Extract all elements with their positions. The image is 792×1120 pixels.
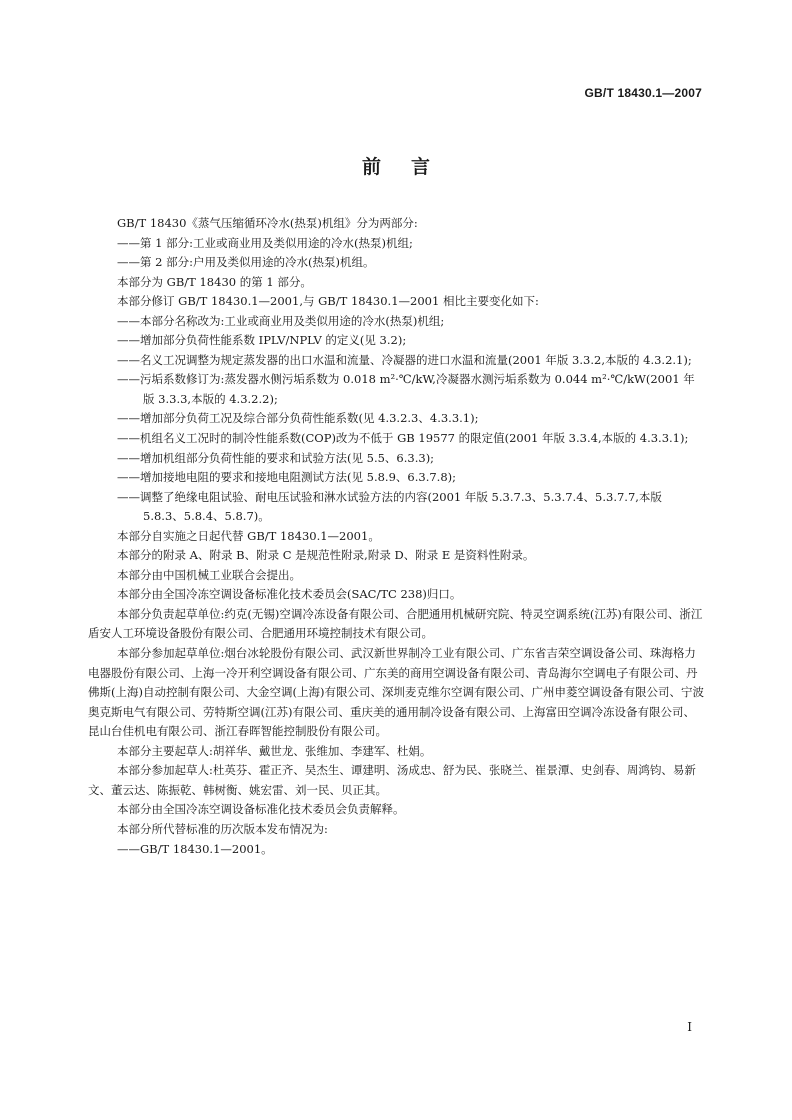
paragraph: 本部分由中国机械工业联合会提出。 <box>117 567 301 582</box>
list-item: ——增加部分负荷性能系数 IPLV/NPLV 的定义(见 3.2); <box>117 333 407 348</box>
list-item: ——增加机组部分负荷性能的要求和试验方法(见 5.5、6.3.3); <box>117 450 435 465</box>
list-item: ——机组名义工况时的制冷性能系数(COP)改为不低于 GB 19577 的限定值(2001 年版 3.3.4,本版的 4.3.3.1); <box>117 431 689 446</box>
paragraph: 本部分为 GB/T 18430 的第 1 部分。 <box>117 274 312 289</box>
paragraph: GB/T 18430《蒸气压缩循环冷水(热泵)机组》分为两部分: <box>117 216 418 230</box>
foreword-body <box>88 214 705 859</box>
list-item: ——增加接地电阻的要求和接地电阻测试方法(见 5.8.9、6.3.7.8); <box>117 470 456 485</box>
paragraph: 本部分修订 GB/T 18430.1—2001,与 GB/T 18430.1—2001 相比主要变化如下: <box>117 294 539 309</box>
paragraph: 本部分所代替标准的历次版本发布情况为: <box>117 821 328 836</box>
list-item: ——GB/T 18430.1—2001。 <box>117 841 273 856</box>
list-item: ——调整了绝缘电阻试验、耐电压试验和淋水试验方法的内容(2001 年版 5.3.7.3、5.3.7.4、5.3.7.7,本版 5.8.3、5.8.4、5.8.7)。 <box>117 489 662 524</box>
paragraph: 本部分自实施之日起代替 GB/T 18430.1—2001。 <box>117 528 380 543</box>
list-item: ——名义工况调整为规定蒸发器的出口水温和流量、冷凝器的进口水温和流量(2001 年版 3.3.2,本版的 4.3.2.1); <box>117 352 692 367</box>
paragraph: 本部分由全国冷冻空调设备标准化技术委员会(SAC/TC 238)归口。 <box>117 587 462 602</box>
paragraph: 本部分参加起草单位:烟台冰轮股份有限公司、武汉新世界制冷工业有限公司、广东省吉荣空调设备公司、珠海格力电器股份有限公司、上海一冷开利空调设备有限公司、广东美的商用空调设备有限公司、青岛海尔空调电子有限公司、丹佛斯(上海)自动控制有限公司、大金空调(上海)有限公司、深圳麦克维尔空调有限公司、广州申菱空调设备有限公司、宁波奥克斯电气有限公司、劳特斯空调(江苏)有限公司、重庆美的通用制冷设备有限公司、上海富田空调冷冻设备有限公司、昆山台佳机电有限公司、浙江春晖智能控制股份有限公司。 <box>88 646 704 739</box>
list-item: ——第 2 部分:户用及类似用途的冷水(热泵)机组。 <box>117 255 375 270</box>
page-title: 前言 <box>361 156 460 178</box>
list-item: ——污垢系数修订为:蒸发器水侧污垢系数为 0.018 m²·℃/kW,冷凝器水测污垢系数为 0.044 m²·℃/kW(2001 年版 3.3.3,本版的 4.3.2.2); <box>117 372 695 406</box>
page-number: I <box>687 1020 692 1034</box>
list-item: ——本部分名称改为:工业或商业用及类似用途的冷水(热泵)机组; <box>117 313 445 328</box>
paragraph: 本部分主要起草人:胡祥华、戴世龙、张维加、李建军、杜娟。 <box>117 743 432 758</box>
paragraph: 本部分负责起草单位:约克(无锡)空调冷冻设备有限公司、合肥通用机械研究院、特灵空调系统(江苏)有限公司、浙江盾安人工环境设备股份有限公司、合肥通用环境控制技术有限公司。 <box>88 606 703 641</box>
list-item: ——第 1 部分:工业或商业用及类似用途的冷水(热泵)机组; <box>117 235 413 250</box>
list-item: ——增加部分负荷工况及综合部分负荷性能系数(见 4.3.2.3、4.3.3.1); <box>117 411 479 426</box>
paragraph: 本部分由全国冷冻空调设备标准化技术委员会负责解释。 <box>117 802 405 817</box>
standard-code: GB/T 18430.1—2007 <box>584 86 702 100</box>
paragraph: 本部分参加起草人:杜英芬、霍正齐、吴杰生、谭建明、汤成忠、舒为民、张晓兰、崔景潭、史剑春、周鸿钧、易新文、董云达、陈振乾、韩树衡、姚宏雷、刘一民、贝正其。 <box>88 763 696 797</box>
paragraph: 本部分的附录 A、附录 B、附录 C 是规范性附录,附录 D、附录 E 是资料性附录。 <box>117 548 535 563</box>
